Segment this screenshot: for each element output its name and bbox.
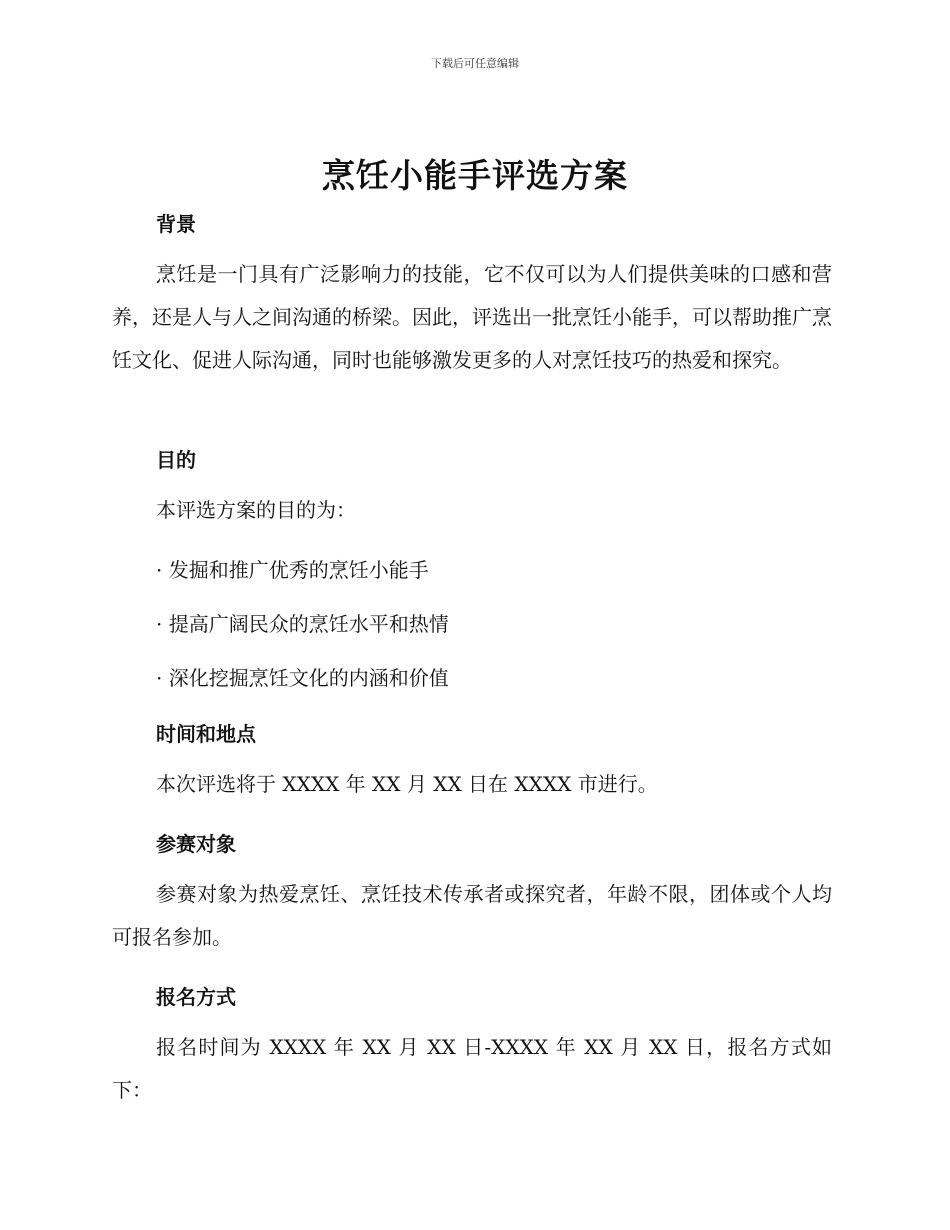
- section-heading-purpose: 目的: [156, 448, 196, 472]
- section-heading-registration: 报名方式: [156, 985, 236, 1009]
- section-text-background: 烹饪是一门具有广泛影响力的技能，它不仅可以为人们提供美味的口感和营养，还是人与人之间沟通的桥梁。因此，评选出一批烹饪小能手，可以帮助推广烹饪文化、促进人际沟通，同时也能够激发更多的人对烹饪技巧的热爱和探究。: [112, 262, 832, 372]
- purpose-item: · 深化挖掘烹饪文化的内涵和价值: [156, 666, 449, 690]
- section-text-participants: 参赛对象为热爱烹饪、烹饪技术传承者或探究者，年龄不限，团体或个人均可报名参加。: [112, 882, 832, 949]
- header-note: 下载后可任意编辑: [431, 57, 519, 70]
- section-heading-participants: 参赛对象: [156, 832, 236, 856]
- section-heading-background: 背景: [156, 212, 196, 236]
- section-heading-time-place: 时间和地点: [156, 722, 256, 746]
- section-text-registration: 报名时间为 XXXX 年 XX 月 XX 日-XXXX 年 XX 月 XX 日，报名方式如下：: [112, 1035, 832, 1102]
- purpose-item: · 发掘和推广优秀的烹饪小能手: [156, 558, 429, 582]
- purpose-intro: 本评选方案的目的为：: [156, 498, 356, 522]
- purpose-item: · 提高广阔民众的烹饪水平和热情: [156, 612, 449, 636]
- section-text-time-place: 本次评选将于 XXXX 年 XX 月 XX 日在 XXXX 市进行。: [156, 772, 658, 796]
- document-title: 烹饪小能手评选方案: [322, 156, 628, 195]
